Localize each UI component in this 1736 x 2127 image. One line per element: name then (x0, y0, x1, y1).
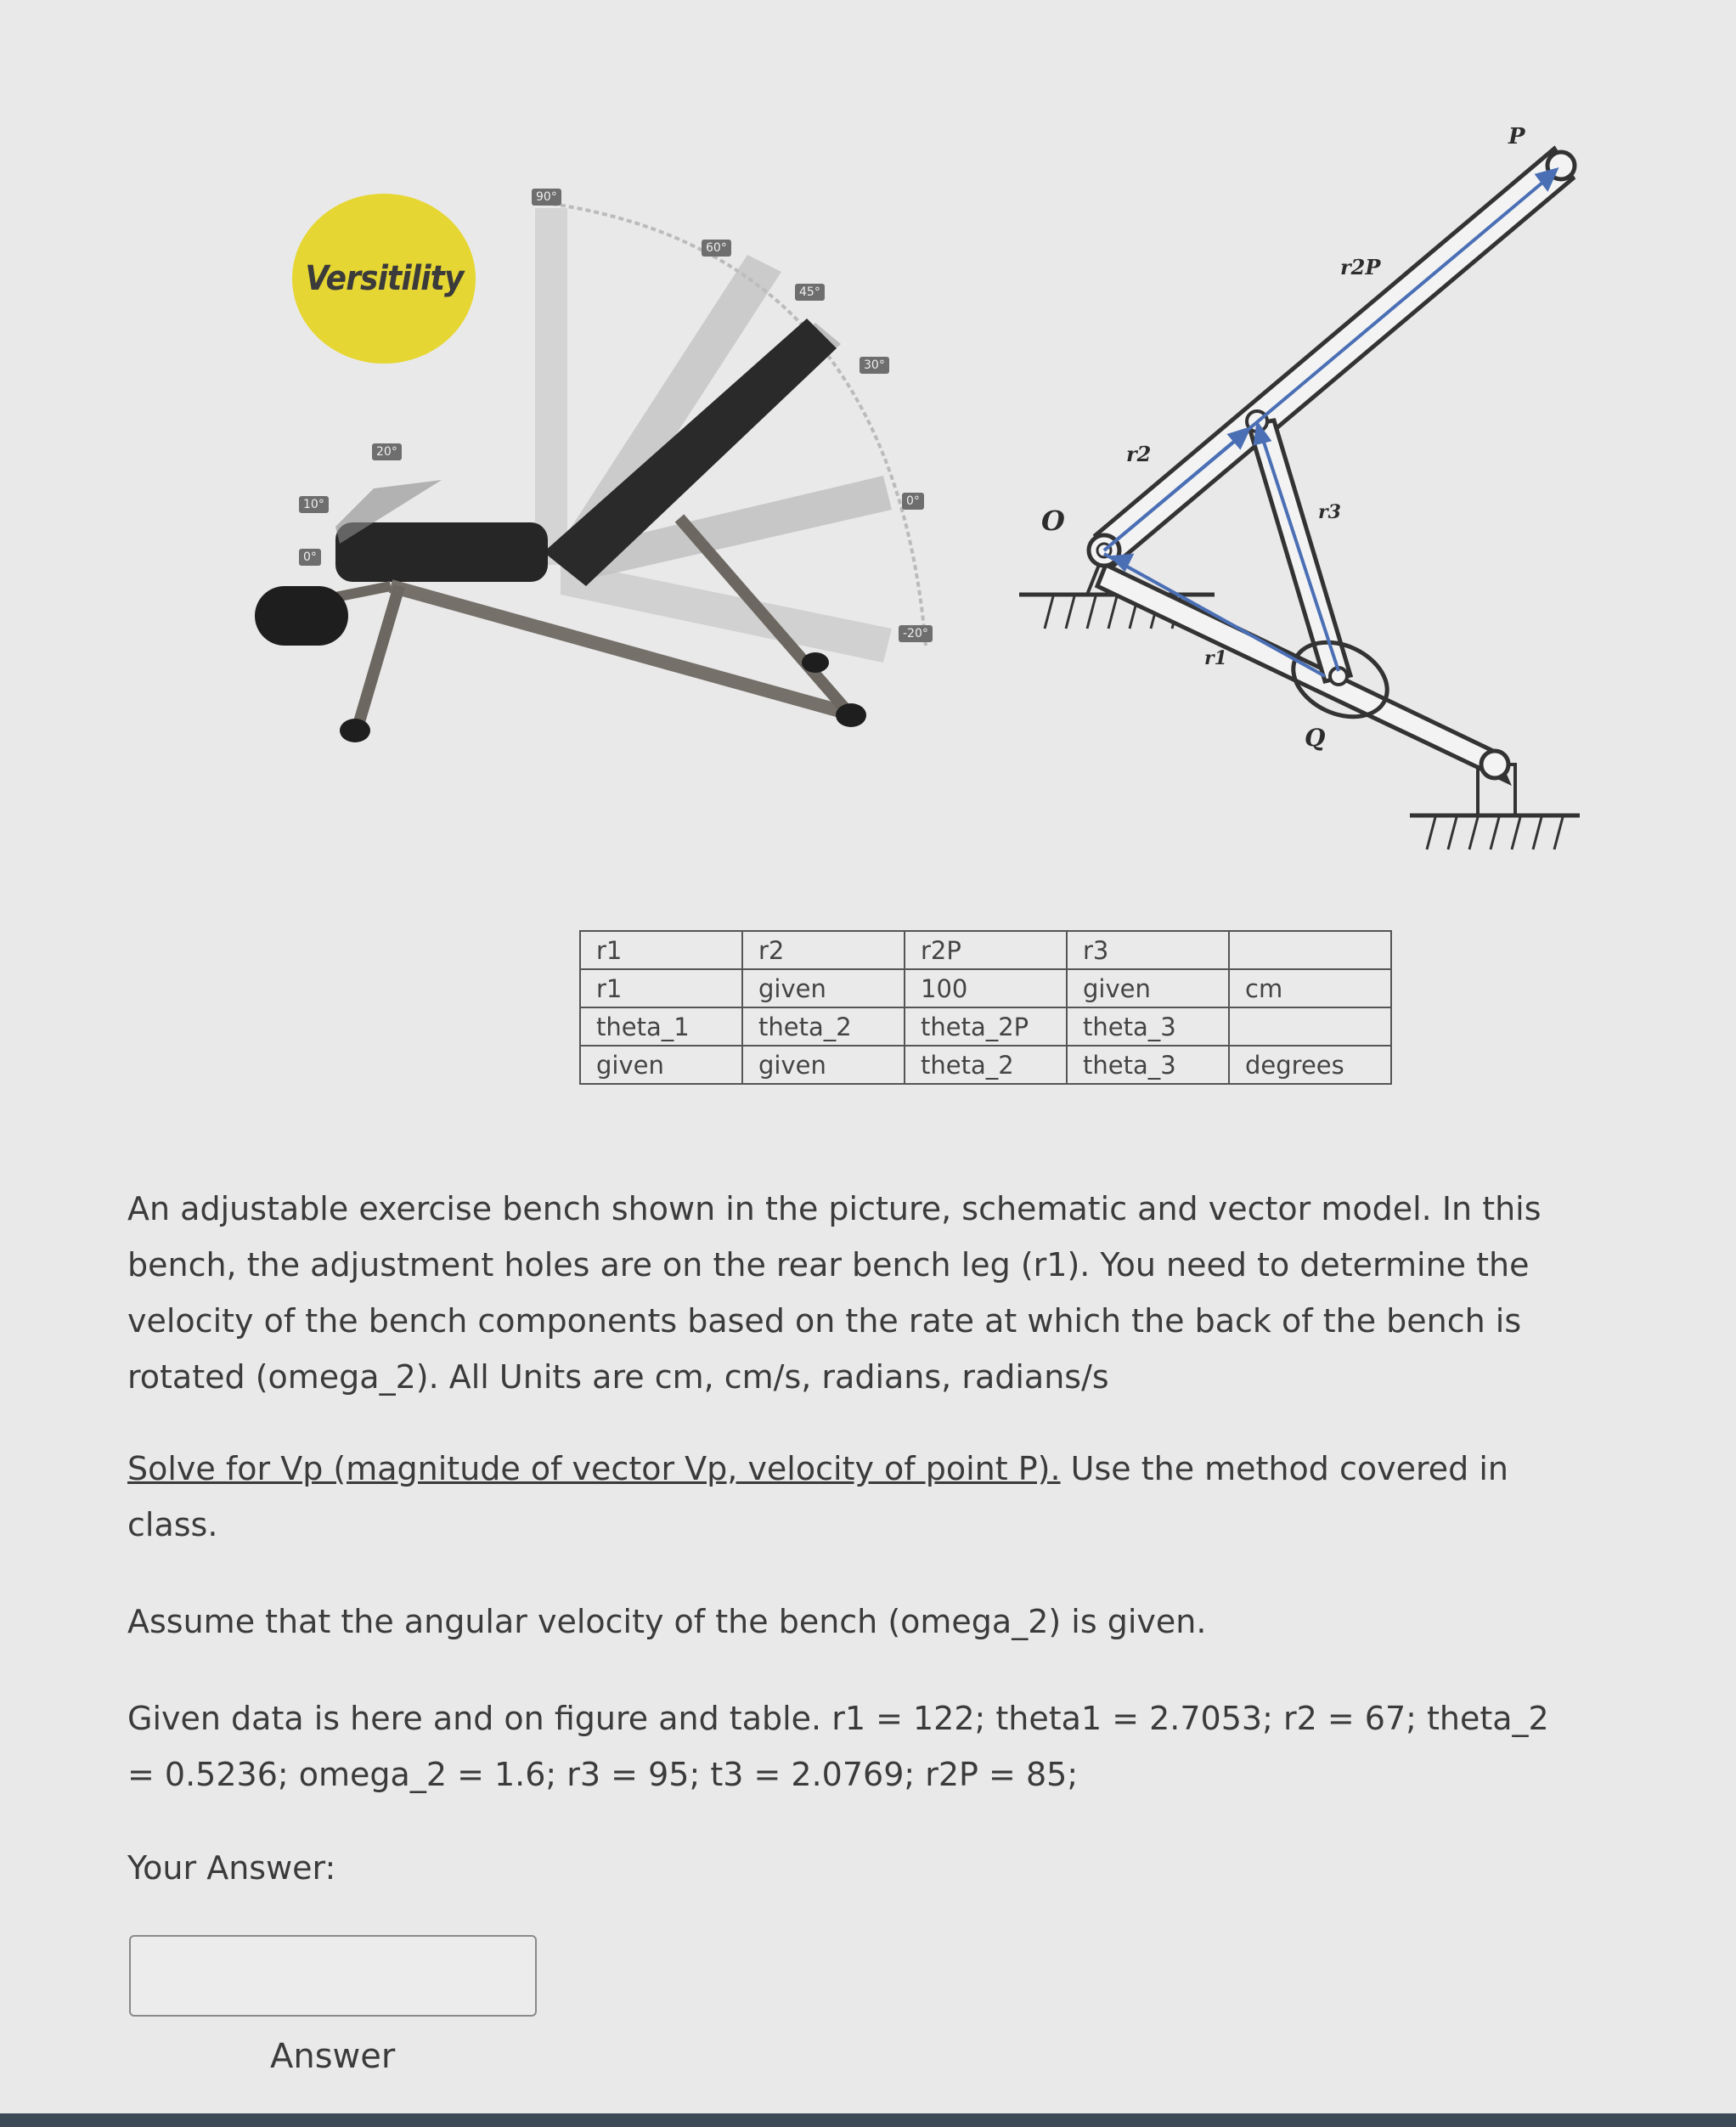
table-cell: r2 (742, 931, 905, 969)
label-r1: r1 (1204, 647, 1227, 669)
task-rest: Use the method covered in class. (127, 1450, 1508, 1543)
label-r2: r2 (1126, 442, 1152, 466)
table-cell: 100 (905, 969, 1067, 1007)
problem-assumption: Assume that the angular velocity of the bench (omega_2) is given. (127, 1603, 1207, 1640)
table-cell: r2P (905, 931, 1067, 969)
given-data: Given data is here and on figure and table. r1 = 122; theta1 = 2.7053; r2 = 67; theta_2 = 0.5236; omega_2 = 1.6; r3 = 95; t3 = 2.0769; r2P = 85; (127, 1700, 1549, 1793)
angle-tag-30: 30° (860, 357, 889, 374)
table-row (580, 1007, 1391, 1046)
label-P: P (1508, 124, 1525, 150)
angle-tag-90: 90° (532, 189, 561, 206)
table-cell: theta_3 (1067, 1007, 1229, 1046)
table-cell: cm (1229, 969, 1391, 1007)
table-row (580, 1046, 1391, 1084)
table-row (580, 969, 1391, 1007)
schematic-diagram (0, 0, 1736, 900)
brand-text: Versitility (304, 259, 464, 298)
label-O: O (1041, 505, 1065, 537)
table-cell: given (742, 969, 905, 1007)
angle-tag-20: 20° (372, 443, 402, 460)
angle-tag-minus20: -20° (899, 625, 933, 642)
table-cell: r3 (1067, 931, 1229, 969)
figure (0, 0, 1736, 900)
parameter-table (579, 930, 1392, 1085)
table-cell: given (1067, 969, 1229, 1007)
bottom-strip (0, 2113, 1736, 2127)
table-cell: r1 (580, 969, 742, 1007)
angle-tag-0-right: 0° (902, 493, 924, 510)
table-row (580, 931, 1391, 969)
problem-task (127, 1441, 1571, 1553)
table-cell: theta_3 (1067, 1046, 1229, 1084)
label-r3: r3 (1318, 501, 1341, 523)
table-cell: theta_2 (905, 1046, 1067, 1084)
label-r2P: r2P (1340, 255, 1381, 279)
angle-tag-60: 60° (702, 240, 731, 257)
table-cell (1229, 931, 1391, 969)
angle-tag-0-left: 0° (299, 549, 321, 566)
task-underlined: Solve for Vp (magnitude of vector Vp, velocity of point P). (127, 1450, 1061, 1487)
angle-tag-45: 45° (795, 284, 825, 301)
label-Q: Q (1305, 724, 1326, 752)
table-cell: given (580, 1046, 742, 1084)
angle-tag-10: 10° (299, 496, 329, 513)
problem-intro: An adjustable exercise bench shown in the picture, schematic and vector model. In this bench, the adjustment holes are on the rear bench leg (r1). You need to determine the velocity of the bench components based on the rate at which the back of the bench is rotated (omega_2). All Units are cm, cm/s, radians, radians/s (127, 1190, 1542, 1396)
table-cell: degrees (1229, 1046, 1391, 1084)
table-cell: theta_1 (580, 1007, 742, 1046)
answer-prompt: Your Answer: (127, 1849, 336, 1887)
table-cell: given (742, 1046, 905, 1084)
table-cell: theta_2 (742, 1007, 905, 1046)
table-cell: r1 (580, 931, 742, 969)
table-cell (1229, 1007, 1391, 1046)
answer-input[interactable] (129, 1935, 537, 2017)
answer-label: Answer (270, 2037, 396, 2076)
table-cell: theta_2P (905, 1007, 1067, 1046)
